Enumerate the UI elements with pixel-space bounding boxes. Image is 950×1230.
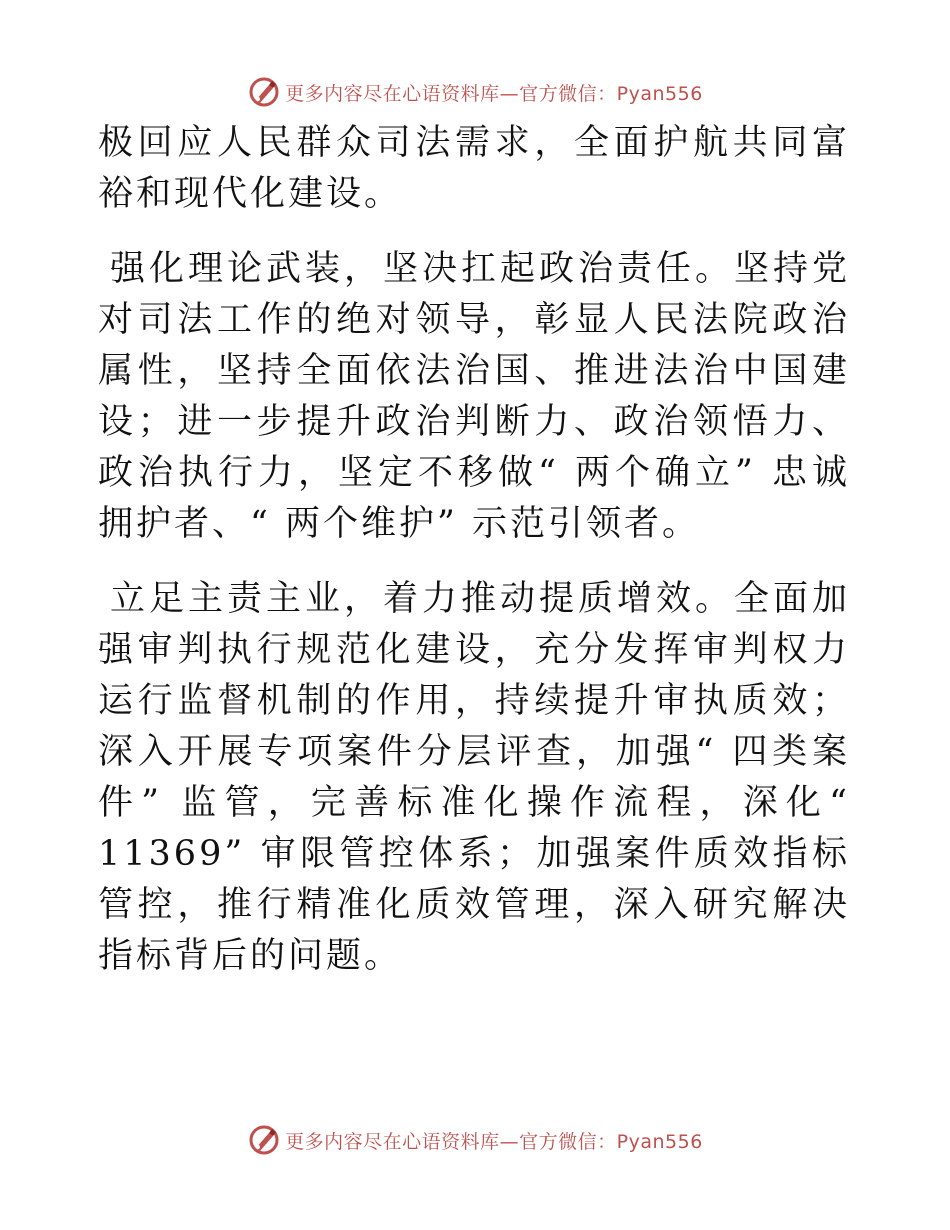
header-watermark-banner xyxy=(0,72,950,112)
footer-watermark-text: 更多内容尽在心语资料库—官方微信：Pyan556 xyxy=(285,1130,703,1153)
paragraph-continuation: 极回应人民群众司法需求，全面护航共同富裕和现代化建设。 xyxy=(98,123,850,214)
pen-logo-icon xyxy=(247,75,281,109)
paragraph-quality-efficiency: 立足主责主业，着力推动提质增效。全面加强审判执行规范化建设，充分发挥审判权力运行监督机制的作用，持续提升审执质效；深入开展专项案件分层评查，加强“ 四类案件” 监管，完善标准化操作流程，深化“ 11369” 审限管控体系；加强案件质效指标管控，推行精准化质效管理，深入研究解决指标背后的问题。 xyxy=(98,579,850,976)
document-body xyxy=(98,118,850,1006)
pen-logo-icon xyxy=(247,1123,281,1157)
header-watermark-text: 更多内容尽在心语资料库—官方微信：Pyan556 xyxy=(285,82,703,105)
paragraph-political-responsibility: 强化理论武装，坚决扛起政治责任。坚持党对司法工作的绝对领导，彰显人民法院政治属性，坚持全面依法治国、推进法治中国建设；进一步提升政治判断力、政治领悟力、政治执行力，坚定不移做“ 两个确立” 忠诚拥护者、“ 两个维护” 示范引领者。 xyxy=(98,249,850,544)
footer-watermark-banner xyxy=(0,1120,950,1160)
